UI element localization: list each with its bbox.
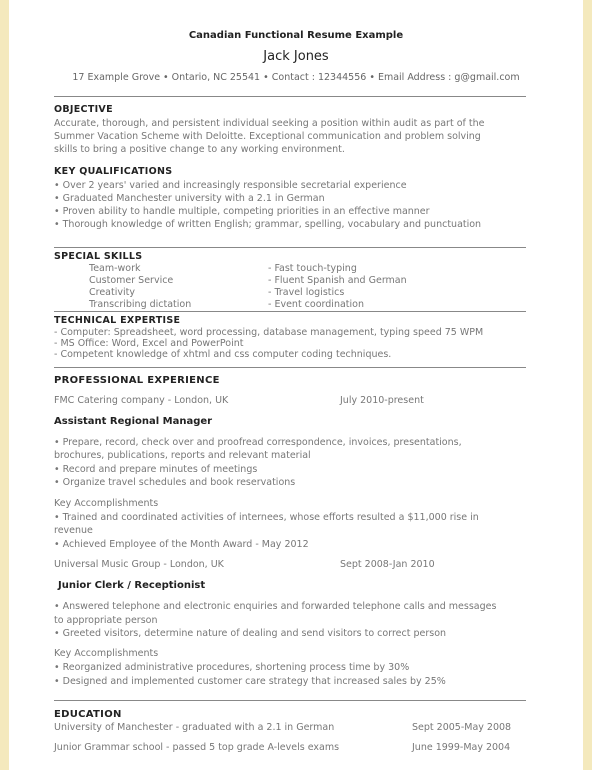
job-company: Universal Music Group - London, UK	[54, 559, 224, 570]
divider	[54, 247, 526, 248]
resume-page	[9, 0, 583, 770]
divider	[54, 96, 526, 97]
objective-heading: OBJECTIVE	[54, 104, 113, 115]
qualification-item: • Over 2 years' varied and increasingly responsible secretarial experience	[54, 180, 407, 191]
skill-item: Team-work	[89, 263, 141, 274]
experience-heading: PROFESSIONAL EXPERIENCE	[54, 375, 220, 386]
job-duty: • Record and prepare minutes of meetings	[54, 464, 258, 475]
skill-item: - Fluent Spanish and German	[268, 275, 407, 286]
job-duty: brochures, publications, reports and relevant material	[54, 450, 311, 461]
divider	[54, 311, 526, 312]
job-company: FMC Catering company - London, UK	[54, 395, 229, 406]
job-role: Junior Clerk / Receptionist	[58, 580, 206, 591]
job-dates: Sept 2008-Jan 2010	[340, 559, 435, 570]
objective-text: Accurate, thorough, and persistent individual seeking a position within audit as part of the	[54, 118, 485, 129]
accomplishments-label: Key Accomplishments	[54, 648, 159, 659]
technical-item: - Computer: Spreadsheet, word processing, database management, typing speed 75 WPM	[54, 327, 484, 338]
skill-item: - Event coordination	[268, 299, 364, 310]
divider	[54, 367, 526, 368]
job-duty: • Greeted visitors, determine nature of dealing and send visitors to correct person	[54, 628, 447, 639]
qualification-item: • Graduated Manchester university with a 2.1 in German	[54, 193, 325, 204]
objective-text: skills to bring a positive change to any working environment.	[54, 144, 345, 155]
skill-item: Customer Service	[89, 275, 174, 286]
resume-title: Canadian Functional Resume Example	[188, 30, 404, 41]
skill-item: - Travel logistics	[268, 287, 345, 298]
job-duty: to appropriate person	[54, 615, 158, 626]
technical-item: - MS Office: Word, Excel and PowerPoint	[54, 338, 244, 349]
education-dates: June 1999-May 2004	[412, 742, 511, 753]
candidate-name: Jack Jones	[263, 49, 329, 64]
accomplishment-item: • Achieved Employee of the Month Award - May 2012	[54, 539, 309, 550]
accomplishment-item: • Trained and coordinated activities of internees, whose efforts resulted a $11,000 rise in	[54, 512, 479, 523]
job-duty: • Prepare, record, check over and proofread correspondence, invoices, presentations,	[54, 437, 462, 448]
education-heading: EDUCATION	[54, 709, 122, 720]
job-role: Assistant Regional Manager	[54, 416, 213, 427]
qualifications-heading: KEY QUALIFICATIONS	[54, 166, 173, 177]
qualification-item: • Proven ability to handle multiple, competing priorities in an effective manner	[54, 206, 430, 217]
technical-heading: TECHNICAL EXPERTISE	[54, 315, 181, 326]
qualification-item: • Thorough knowledge of written English; grammar, spelling, vocabulary and punctuation	[54, 219, 482, 230]
job-duty: • Answered telephone and electronic enquiries and forwarded telephone calls and messages	[54, 601, 497, 612]
education-dates: Sept 2005-May 2008	[412, 722, 512, 733]
accomplishment-item: revenue	[54, 525, 93, 536]
skill-item: - Fast touch-typing	[268, 263, 357, 274]
accomplishment-item: • Designed and implemented customer care strategy that increased sales by 25%	[54, 676, 446, 687]
accomplishments-label: Key Accomplishments	[54, 498, 159, 509]
divider	[54, 700, 526, 701]
special-skills-heading: SPECIAL SKILLS	[54, 251, 143, 262]
contact-line: 17 Example Grove • Ontario, NC 25541 • Contact : 12344556 • Email Address : g@gmail.com	[72, 72, 520, 83]
skill-item: Creativity	[89, 287, 135, 298]
skill-item: Transcribing dictation	[89, 299, 192, 310]
technical-item: - Competent knowledge of xhtml and css computer coding techniques.	[54, 349, 392, 360]
education-school: Junior Grammar school - passed 5 top grade A-levels exams	[54, 742, 340, 753]
education-school: University of Manchester - graduated with a 2.1 in German	[54, 722, 335, 733]
job-duty: • Organize travel schedules and book reservations	[54, 477, 296, 488]
job-dates: July 2010-present	[340, 395, 424, 406]
objective-text: Summer Vacation Scheme with Deloitte. Exceptional communication and problem solving	[54, 131, 481, 142]
accomplishment-item: • Reorganized administrative procedures, shortening process time by 30%	[54, 662, 410, 673]
